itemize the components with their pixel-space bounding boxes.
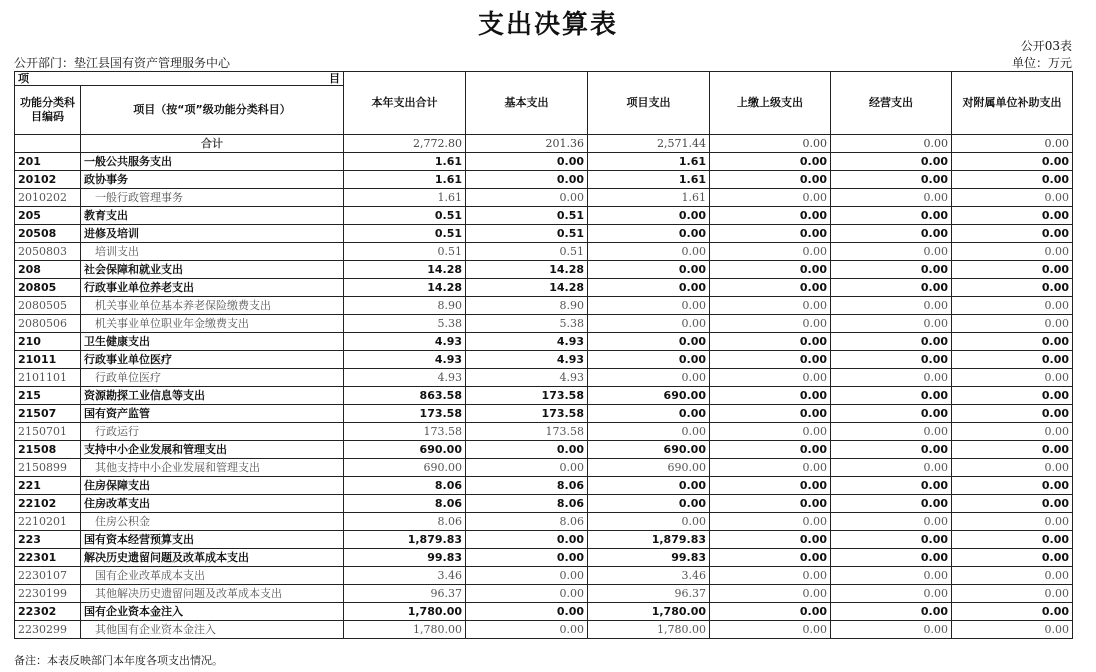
header-item-span (15, 72, 344, 86)
row-total: 1,780.00 (344, 603, 466, 621)
row-basic: 0.51 (466, 243, 588, 261)
row-upper: 0.00 (710, 297, 831, 315)
row-subsidy: 0.00 (952, 171, 1073, 189)
table-row (15, 567, 1073, 585)
table-row (15, 603, 1073, 621)
row-upper: 0.00 (710, 189, 831, 207)
row-subsidy: 0.00 (952, 297, 1073, 315)
row-basic: 0.00 (466, 603, 588, 621)
row-operation: 0.00 (831, 531, 952, 549)
row-upper: 0.00 (710, 243, 831, 261)
row-basic: 8.90 (466, 297, 588, 315)
col-header-project: 项目支出 (588, 72, 710, 135)
table-row (15, 333, 1073, 351)
row-subsidy: 0.00 (952, 279, 1073, 297)
col-header-total: 本年支出合计 (344, 72, 466, 135)
table-row (15, 225, 1073, 243)
unit-label: 单位：万元 (1011, 56, 1072, 70)
row-project: 1.61 (588, 189, 710, 207)
row-basic: 0.00 (466, 549, 588, 567)
col-header-operation: 经营支出 (831, 72, 952, 135)
table-row (15, 189, 1073, 207)
row-upper: 0.00 (710, 225, 831, 243)
row-project: 0.00 (588, 495, 710, 513)
row-code (15, 135, 81, 153)
col-header-code: 功能分类科目编码 (15, 86, 81, 135)
row-subsidy: 0.00 (952, 495, 1073, 513)
row-basic: 0.00 (466, 153, 588, 171)
table-row (15, 171, 1073, 189)
row-name: 解决历史遗留问题及改革成本支出 (81, 549, 344, 567)
row-upper: 0.00 (710, 207, 831, 225)
row-name: 行政运行 (81, 423, 344, 441)
col-header-name: 项目（按“项”级功能分类科目） (81, 86, 344, 135)
row-operation: 0.00 (831, 225, 952, 243)
row-subsidy: 0.00 (952, 423, 1073, 441)
row-operation: 0.00 (831, 279, 952, 297)
row-operation: 0.00 (831, 585, 952, 603)
header-xiang: 项 (18, 71, 29, 85)
row-name: 进修及培训 (81, 225, 344, 243)
row-operation: 0.00 (831, 603, 952, 621)
table-row (15, 351, 1073, 369)
row-upper: 0.00 (710, 477, 831, 495)
row-subsidy: 0.00 (952, 207, 1073, 225)
row-name: 教育支出 (81, 207, 344, 225)
row-code: 2230299 (15, 621, 81, 639)
row-upper: 0.00 (710, 495, 831, 513)
row-subsidy: 0.00 (952, 549, 1073, 567)
row-operation: 0.00 (831, 513, 952, 531)
row-name: 培训支出 (81, 243, 344, 261)
row-name: 政协事务 (81, 171, 344, 189)
row-basic: 8.06 (466, 477, 588, 495)
table-body (15, 135, 1073, 639)
row-subsidy: 0.00 (952, 351, 1073, 369)
row-operation: 0.00 (831, 405, 952, 423)
row-operation: 0.00 (831, 207, 952, 225)
row-upper: 0.00 (710, 387, 831, 405)
row-total: 1.61 (344, 153, 466, 171)
row-total: 1,780.00 (344, 621, 466, 639)
row-code: 2230199 (15, 585, 81, 603)
row-project: 0.00 (588, 405, 710, 423)
table-row (15, 441, 1073, 459)
row-basic: 0.51 (466, 225, 588, 243)
row-total: 173.58 (344, 423, 466, 441)
row-upper: 0.00 (710, 459, 831, 477)
row-subsidy: 0.00 (952, 567, 1073, 585)
document-title: 支出决算表 (477, 10, 618, 40)
row-subsidy: 0.00 (952, 153, 1073, 171)
row-upper: 0.00 (710, 333, 831, 351)
row-code: 2230107 (15, 567, 81, 585)
row-subsidy: 0.00 (952, 189, 1073, 207)
row-name: 其他国有企业资本金注入 (81, 621, 344, 639)
row-basic: 173.58 (466, 405, 588, 423)
row-basic: 4.93 (466, 351, 588, 369)
row-name: 行政事业单位养老支出 (81, 279, 344, 297)
row-project: 0.00 (588, 333, 710, 351)
row-subsidy: 0.00 (952, 477, 1073, 495)
row-operation: 0.00 (831, 189, 952, 207)
row-code: 22302 (15, 603, 81, 621)
row-basic: 0.00 (466, 189, 588, 207)
table-row (15, 297, 1073, 315)
row-name: 一般公共服务支出 (81, 153, 344, 171)
row-total: 1.61 (344, 189, 466, 207)
row-operation: 0.00 (831, 387, 952, 405)
row-upper: 0.00 (710, 585, 831, 603)
row-name: 国有资本经营预算支出 (81, 531, 344, 549)
row-upper: 0.00 (710, 171, 831, 189)
row-basic: 14.28 (466, 279, 588, 297)
row-upper: 0.00 (710, 135, 831, 153)
row-project: 0.00 (588, 477, 710, 495)
row-upper: 0.00 (710, 549, 831, 567)
row-subsidy: 0.00 (952, 621, 1073, 639)
row-basic: 0.00 (466, 171, 588, 189)
row-total: 690.00 (344, 441, 466, 459)
row-project: 0.00 (588, 315, 710, 333)
row-subsidy: 0.00 (952, 441, 1073, 459)
row-project: 0.00 (588, 369, 710, 387)
row-project: 0.00 (588, 279, 710, 297)
row-total: 96.37 (344, 585, 466, 603)
row-total: 1,879.83 (344, 531, 466, 549)
row-upper: 0.00 (710, 261, 831, 279)
row-total: 0.51 (344, 225, 466, 243)
row-subsidy: 0.00 (952, 261, 1073, 279)
row-project: 3.46 (588, 567, 710, 585)
row-code: 221 (15, 477, 81, 495)
row-upper: 0.00 (710, 279, 831, 297)
row-operation: 0.00 (831, 423, 952, 441)
table-row (15, 531, 1073, 549)
row-name: 国有资产监管 (81, 405, 344, 423)
row-project: 0.00 (588, 351, 710, 369)
row-total: 1.61 (344, 171, 466, 189)
row-upper: 0.00 (710, 369, 831, 387)
row-name: 行政单位医疗 (81, 369, 344, 387)
row-basic: 0.00 (466, 621, 588, 639)
row-name: 机关事业单位职业年金缴费支出 (81, 315, 344, 333)
table-row (15, 495, 1073, 513)
row-code: 2080506 (15, 315, 81, 333)
row-operation: 0.00 (831, 243, 952, 261)
row-upper: 0.00 (710, 441, 831, 459)
row-code: 2150899 (15, 459, 81, 477)
row-operation: 0.00 (831, 261, 952, 279)
row-name: 住房保障支出 (81, 477, 344, 495)
row-subsidy: 0.00 (952, 333, 1073, 351)
form-number: 公开03表 (1020, 39, 1072, 53)
row-project: 1.61 (588, 153, 710, 171)
row-total: 99.83 (344, 549, 466, 567)
row-total: 4.93 (344, 333, 466, 351)
row-total: 4.93 (344, 369, 466, 387)
row-basic: 8.06 (466, 495, 588, 513)
row-code: 21507 (15, 405, 81, 423)
row-code: 210 (15, 333, 81, 351)
table-row (15, 207, 1073, 225)
row-project: 0.00 (588, 513, 710, 531)
row-total: 2,772.80 (344, 135, 466, 153)
table-row (15, 279, 1073, 297)
row-name: 合计 (81, 135, 344, 153)
row-code: 2210201 (15, 513, 81, 531)
table-row (15, 621, 1073, 639)
row-name: 资源勘探工业信息等支出 (81, 387, 344, 405)
row-operation: 0.00 (831, 315, 952, 333)
row-total: 14.28 (344, 261, 466, 279)
row-upper: 0.00 (710, 531, 831, 549)
row-upper: 0.00 (710, 153, 831, 171)
row-total: 4.93 (344, 351, 466, 369)
row-subsidy: 0.00 (952, 369, 1073, 387)
row-upper: 0.00 (710, 513, 831, 531)
row-basic: 0.51 (466, 207, 588, 225)
row-name: 行政事业单位医疗 (81, 351, 344, 369)
row-name: 机关事业单位基本养老保险缴费支出 (81, 297, 344, 315)
row-upper: 0.00 (710, 423, 831, 441)
row-total: 863.58 (344, 387, 466, 405)
department-label: 公开部门：垫江县国有资产管理服务中心 (14, 56, 231, 70)
table-row (15, 513, 1073, 531)
row-total: 8.06 (344, 495, 466, 513)
row-operation: 0.00 (831, 477, 952, 495)
row-project: 0.00 (588, 207, 710, 225)
row-operation: 0.00 (831, 351, 952, 369)
row-project: 0.00 (588, 261, 710, 279)
row-project: 1.61 (588, 171, 710, 189)
row-total: 8.06 (344, 513, 466, 531)
row-basic: 0.00 (466, 441, 588, 459)
row-basic: 173.58 (466, 423, 588, 441)
row-upper: 0.00 (710, 567, 831, 585)
table-row (15, 387, 1073, 405)
row-operation: 0.00 (831, 297, 952, 315)
row-basic: 14.28 (466, 261, 588, 279)
row-basic: 5.38 (466, 315, 588, 333)
table-row (15, 369, 1073, 387)
footnote: 备注：本表反映部门本年度各项支出情况。 (14, 654, 223, 667)
row-total: 3.46 (344, 567, 466, 585)
row-code: 2150701 (15, 423, 81, 441)
row-operation: 0.00 (831, 153, 952, 171)
table-row (15, 405, 1073, 423)
row-upper: 0.00 (710, 351, 831, 369)
row-total: 8.06 (344, 477, 466, 495)
row-code: 20102 (15, 171, 81, 189)
row-project: 0.00 (588, 423, 710, 441)
row-project: 99.83 (588, 549, 710, 567)
row-code: 2080505 (15, 297, 81, 315)
row-code: 20508 (15, 225, 81, 243)
row-project: 0.00 (588, 243, 710, 261)
row-project: 690.00 (588, 459, 710, 477)
row-name: 一般行政管理事务 (81, 189, 344, 207)
row-basic: 173.58 (466, 387, 588, 405)
expenditure-table (14, 71, 1073, 639)
row-subsidy: 0.00 (952, 531, 1073, 549)
table-row (15, 423, 1073, 441)
row-project: 1,780.00 (588, 621, 710, 639)
table-row (15, 153, 1073, 171)
row-total: 8.90 (344, 297, 466, 315)
row-operation: 0.00 (831, 171, 952, 189)
row-total: 5.38 (344, 315, 466, 333)
row-operation: 0.00 (831, 621, 952, 639)
row-code: 201 (15, 153, 81, 171)
header-mu: 目 (329, 71, 340, 85)
row-basic: 0.00 (466, 459, 588, 477)
row-total: 690.00 (344, 459, 466, 477)
row-project: 0.00 (588, 225, 710, 243)
row-subsidy: 0.00 (952, 513, 1073, 531)
row-code: 2010202 (15, 189, 81, 207)
row-code: 208 (15, 261, 81, 279)
row-basic: 0.00 (466, 585, 588, 603)
row-name: 社会保障和就业支出 (81, 261, 344, 279)
row-upper: 0.00 (710, 315, 831, 333)
row-operation: 0.00 (831, 459, 952, 477)
row-name: 其他解决历史遗留问题及改革成本支出 (81, 585, 344, 603)
table-row (15, 585, 1073, 603)
row-basic: 4.93 (466, 333, 588, 351)
row-code: 21011 (15, 351, 81, 369)
row-basic: 201.36 (466, 135, 588, 153)
row-code: 22301 (15, 549, 81, 567)
row-name: 支持中小企业发展和管理支出 (81, 441, 344, 459)
row-subsidy: 0.00 (952, 603, 1073, 621)
row-project: 96.37 (588, 585, 710, 603)
row-subsidy: 0.00 (952, 585, 1073, 603)
row-subsidy: 0.00 (952, 459, 1073, 477)
row-project: 1,780.00 (588, 603, 710, 621)
row-code: 2101101 (15, 369, 81, 387)
row-code: 215 (15, 387, 81, 405)
row-subsidy: 0.00 (952, 387, 1073, 405)
table-row (15, 459, 1073, 477)
row-subsidy: 0.00 (952, 405, 1073, 423)
table-row (15, 261, 1073, 279)
row-code: 20805 (15, 279, 81, 297)
row-total: 0.51 (344, 243, 466, 261)
row-subsidy: 0.00 (952, 135, 1073, 153)
row-operation: 0.00 (831, 333, 952, 351)
col-header-subsidy: 对附属单位补助支出 (952, 72, 1073, 135)
row-project: 690.00 (588, 441, 710, 459)
row-upper: 0.00 (710, 603, 831, 621)
table-row (15, 477, 1073, 495)
row-code: 21508 (15, 441, 81, 459)
row-total: 14.28 (344, 279, 466, 297)
row-subsidy: 0.00 (952, 225, 1073, 243)
row-operation: 0.00 (831, 549, 952, 567)
row-code: 2050803 (15, 243, 81, 261)
row-name: 其他支持中小企业发展和管理支出 (81, 459, 344, 477)
row-upper: 0.00 (710, 405, 831, 423)
row-code: 22102 (15, 495, 81, 513)
row-project: 690.00 (588, 387, 710, 405)
row-operation: 0.00 (831, 567, 952, 585)
row-name: 住房改革支出 (81, 495, 344, 513)
table-row (15, 135, 1073, 153)
row-project: 1,879.83 (588, 531, 710, 549)
row-operation: 0.00 (831, 369, 952, 387)
row-name: 卫生健康支出 (81, 333, 344, 351)
table-row (15, 549, 1073, 567)
row-code: 223 (15, 531, 81, 549)
row-project: 0.00 (588, 297, 710, 315)
row-name: 国有企业改革成本支出 (81, 567, 344, 585)
table-row (15, 315, 1073, 333)
row-subsidy: 0.00 (952, 315, 1073, 333)
row-project: 2,571.44 (588, 135, 710, 153)
row-operation: 0.00 (831, 135, 952, 153)
row-total: 173.58 (344, 405, 466, 423)
row-subsidy: 0.00 (952, 243, 1073, 261)
row-operation: 0.00 (831, 441, 952, 459)
row-code: 205 (15, 207, 81, 225)
row-basic: 0.00 (466, 567, 588, 585)
row-name: 住房公积金 (81, 513, 344, 531)
row-operation: 0.00 (831, 495, 952, 513)
col-header-basic: 基本支出 (466, 72, 588, 135)
row-basic: 8.06 (466, 513, 588, 531)
row-name: 国有企业资本金注入 (81, 603, 344, 621)
row-upper: 0.00 (710, 621, 831, 639)
col-header-upper: 上缴上级支出 (710, 72, 831, 135)
row-basic: 0.00 (466, 531, 588, 549)
table-row (15, 243, 1073, 261)
row-total: 0.51 (344, 207, 466, 225)
row-basic: 4.93 (466, 369, 588, 387)
